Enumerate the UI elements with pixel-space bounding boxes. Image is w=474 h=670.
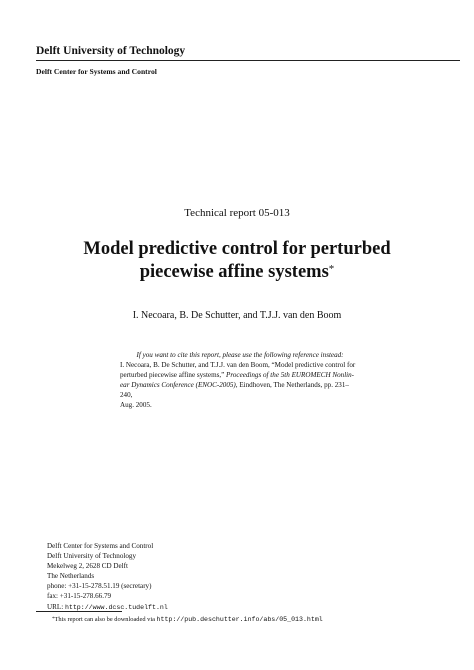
title-footnote-mark: *: [328, 263, 335, 275]
citation-block: [120, 350, 360, 411]
title-line-2-text: piecewise affine systems: [139, 262, 329, 282]
address-line-1: Delft Center for Systems and Control: [47, 542, 154, 550]
report-title: [0, 238, 474, 284]
title-line-1: Model predictive control for perturbed: [83, 239, 391, 259]
footnote-mark: *: [52, 617, 55, 622]
footnote-rule: [36, 611, 122, 612]
university-name: Delft University of Technology: [36, 45, 186, 57]
address-block: [47, 541, 168, 613]
download-url-link[interactable]: http://pub.deschutter.info/abs/05_013.html: [156, 616, 323, 623]
citation-line-4: Aug. 2005.: [120, 401, 152, 410]
citation-intro: If you want to cite this report, please use the following reference instead:: [136, 351, 344, 359]
footnote-text: This report can also be downloaded via: [54, 616, 157, 623]
citation-line-2-plain: perturbed piecewise affine systems,”: [120, 371, 227, 380]
footnote: [52, 615, 323, 624]
report-number: Technical report 05-013: [184, 207, 290, 219]
header: [36, 45, 460, 76]
citation-line-2-italic: Proceedings of the 5th EUROMECH Nonlin-: [226, 371, 355, 380]
department-name: Delft Center for Systems and Control: [36, 67, 157, 76]
citation-line-3-italic: ear Dynamics Conference (ENOC-2005): [120, 381, 236, 390]
header-rule: [36, 60, 460, 61]
address-phone: phone: +31-15-278.51.19 (secretary): [47, 582, 152, 591]
address-fax: fax: +31-15-278.66.79: [47, 592, 112, 601]
title-line-2: [0, 261, 474, 284]
url-label: URL:: [47, 602, 65, 611]
citation-reference: [120, 360, 360, 410]
citation-line-2: [120, 370, 360, 380]
citation-line-3: [120, 380, 360, 400]
citation-line-1: I. Necoara, B. De Schutter, and T.J.J. van den Boom, “Model predictive control for: [120, 361, 356, 370]
department-url-link[interactable]: http://www.dcsc.tudelft.nl: [64, 603, 168, 611]
address-line-2: Delft University of Technology: [47, 552, 137, 561]
citation-line-3-plain: , Eindhoven, The Netherlands, pp. 231–240,: [120, 381, 349, 400]
authors: I. Necoara, B. De Schutter, and T.J.J. van den Boom: [132, 310, 342, 321]
address-line-3: Mekelweg 2, 2628 CD Delft: [47, 562, 128, 571]
address-line-4: The Netherlands: [47, 572, 95, 581]
